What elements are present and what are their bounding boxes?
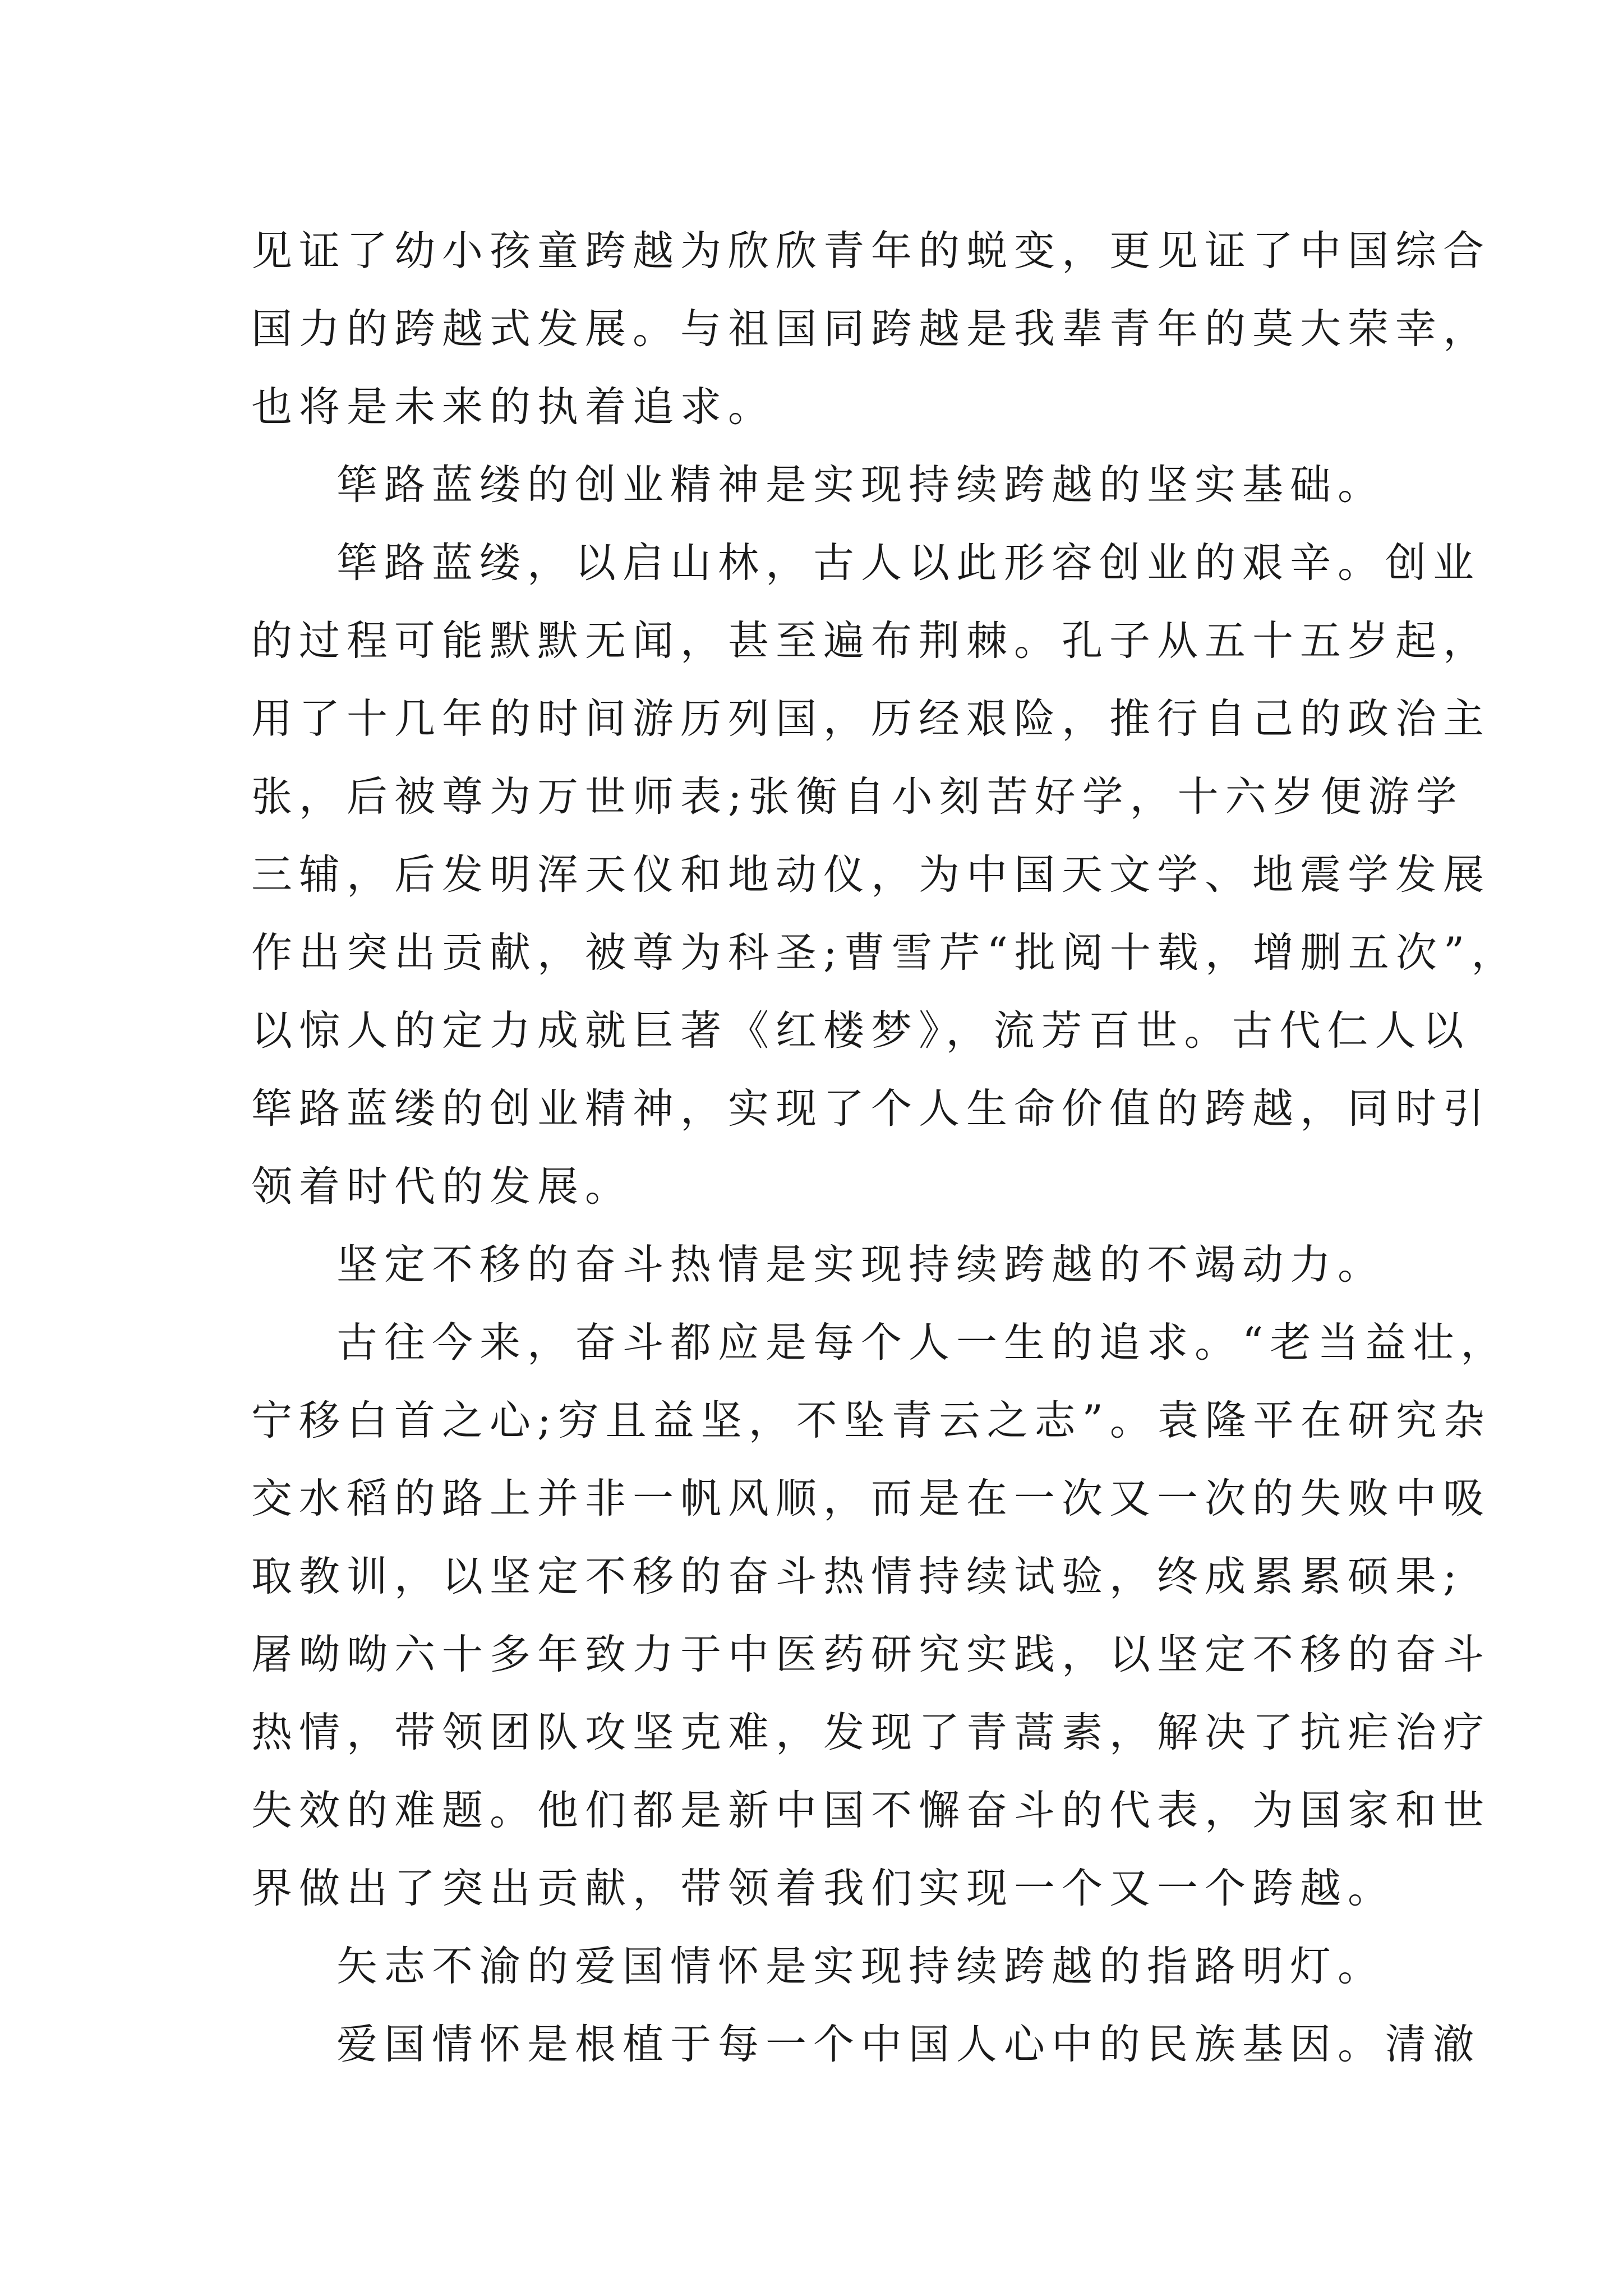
text-line: 热情，带领团队攻坚克难，发现了青蒿素，解决了抗疟治疗: [251, 1709, 1491, 1756]
section-heading: 坚定不移的奋斗热情是实现持续跨越的不竭动力。: [336, 1241, 1385, 1289]
text-line: 古往今来，奋斗都应是每个人一生的追求。“老当益壮，: [336, 1319, 1509, 1366]
text-line: 屠呦呦六十多年致力于中医药研究实践，以坚定不移的奋斗: [251, 1631, 1491, 1678]
document-body: [251, 212, 1519, 2083]
text-line: 界做出了突出贡献，带领着我们实现一个又一个跨越。: [251, 1865, 1395, 1912]
section-heading: 矢志不渝的爱国情怀是实现持续跨越的指路明灯。: [336, 1943, 1385, 1990]
text-line: 也将是未来的执着追求。: [251, 383, 776, 431]
text-line: 宁移白首之心;穷且益坚，不坠青云之志”。袁隆平在研究杂: [251, 1397, 1491, 1444]
paragraph-2-heading: [251, 446, 1395, 524]
paragraph-5: [251, 1304, 1509, 1927]
text-line: 见证了幼小孩童跨越为欣欣青年的蜕变，更见证了中国综合: [251, 227, 1491, 275]
paragraph-1: [251, 212, 1491, 446]
text-line: 失效的难题。他们都是新中国不懈奋斗的代表，为国家和世: [251, 1787, 1491, 1834]
text-line: 作出突出贡献，被尊为科圣;曹雪芹“批阅十载，增删五次”，: [251, 929, 1519, 977]
text-line: 爱国情怀是根植于每一个中国人心中的民族基因。清澈: [336, 2021, 1481, 2068]
text-line: 张，后被尊为万世师表;张衡自小刻苦好学，十六岁便游学: [251, 773, 1464, 821]
text-line: 三辅，后发明浑天仪和地动仪，为中国天文学、地震学发展: [251, 851, 1491, 899]
paragraph-4-heading: [251, 1226, 1395, 1304]
section-heading: 筚路蓝缕的创业精神是实现持续跨越的坚实基础。: [336, 461, 1385, 509]
paragraph-7: [251, 2005, 1481, 2083]
text-line: 筚路蓝缕，以启山林，古人以此形容创业的艰辛。创业: [336, 539, 1481, 587]
text-line: 筚路蓝缕的创业精神，实现了个人生命价值的跨越，同时引: [251, 1085, 1491, 1133]
text-line: 领着时代的发展。: [251, 1163, 633, 1211]
paragraph-6-heading: [251, 1927, 1395, 2005]
text-line: 的过程可能默默无闻，甚至遍布荆棘。孔子从五十五岁起，: [251, 617, 1491, 665]
text-line: 取教训，以坚定不移的奋斗热情持续试验，终成累累硕果;: [251, 1553, 1464, 1600]
text-line: 国力的跨越式发展。与祖国同跨越是我辈青年的莫大荣幸，: [251, 305, 1491, 353]
text-line: 用了十几年的时间游历列国，历经艰险，推行自己的政治主: [251, 695, 1491, 743]
paragraph-3: [251, 524, 1519, 1226]
text-line: 交水稻的路上并非一帆风顺，而是在一次又一次的失败中吸: [251, 1475, 1491, 1522]
text-line: 以惊人的定力成就巨著《红楼梦》，流芳百世。古代仁人以: [251, 1007, 1470, 1055]
